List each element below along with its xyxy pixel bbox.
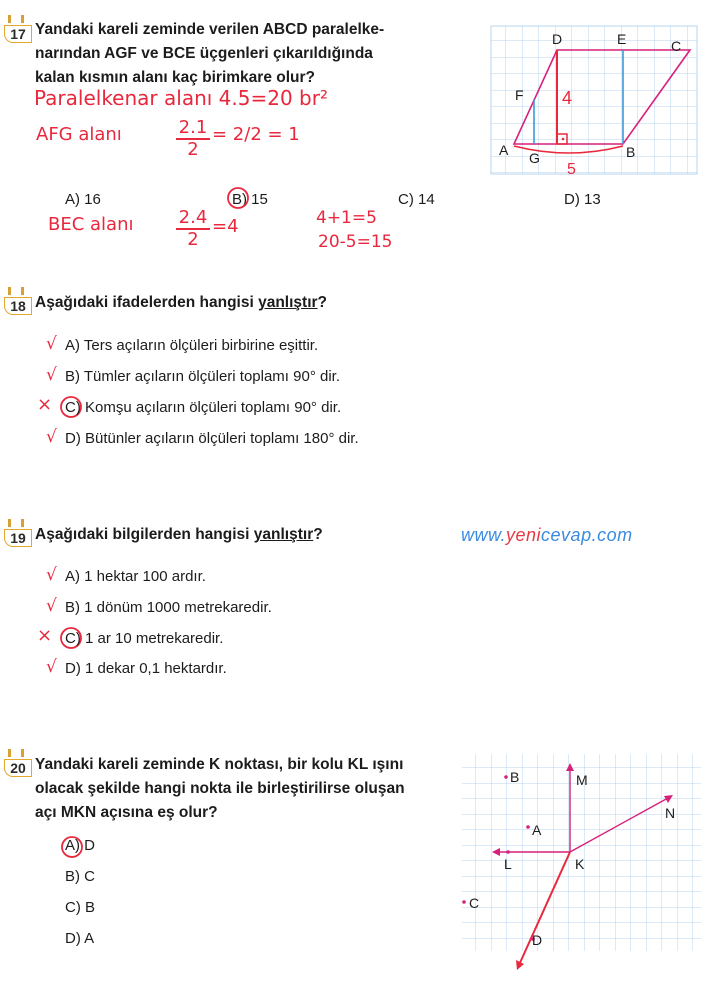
label-m: M: [576, 772, 588, 788]
label-b: B: [510, 769, 520, 785]
option-a[interactable]: A) 1 hektar 100 ardır.: [65, 568, 206, 585]
check-mark: √: [46, 365, 57, 385]
handwritten-note: 4+1=5: [316, 208, 377, 228]
question-number: 17: [4, 25, 32, 43]
question-number: 20: [4, 759, 32, 777]
option-a[interactable]: A) Ters açıların ölçüleri birbirine eşittir.: [65, 337, 319, 354]
handwritten-fraction: 2.1 2: [176, 118, 210, 160]
question-text: [35, 18, 425, 90]
option-c[interactable]: C) B: [65, 899, 95, 916]
option-d[interactable]: D) 13: [564, 191, 601, 208]
label-k: K: [575, 856, 585, 872]
label-c: C: [671, 38, 682, 54]
handwritten-fraction: 2.4 2: [176, 208, 210, 250]
handwritten-note: =4: [212, 216, 239, 237]
label-b: B: [626, 144, 636, 160]
question-text: Aşağıdaki bilgilerden hangisi yanlıştır?: [35, 526, 323, 543]
handwritten-note: AFG alanı: [36, 124, 122, 145]
selected-answer-circle: [225, 185, 251, 211]
option-d[interactable]: D) A: [65, 930, 95, 947]
option-a[interactable]: A) 16: [65, 191, 101, 208]
label-c: C: [469, 895, 480, 911]
question-line: kalan kısmın alanı kaç birimkare olur?: [35, 69, 315, 86]
parallelogram-figure: [489, 24, 701, 176]
question-line: açı MKN açısına eş olur?: [35, 804, 218, 821]
label-l: L: [504, 856, 512, 872]
question-number-badge: [2, 293, 32, 315]
question-line: Yandaki kareli zeminde K noktası, bir kolu KL ışını: [35, 756, 404, 773]
question-line: Yandaki kareli zeminde verilen ABCD paralelke-: [35, 21, 385, 38]
angle-figure: [460, 752, 701, 972]
check-mark: √: [46, 565, 57, 585]
question-number-badge: [2, 755, 32, 777]
check-mark: √: [46, 657, 57, 677]
check-mark: √: [46, 427, 57, 447]
label-d: D: [532, 932, 543, 948]
label-a: A: [499, 142, 509, 158]
handwritten-note: BEC alanı: [48, 214, 134, 235]
label-f: F: [515, 87, 524, 103]
cross-mark: ×: [37, 625, 53, 646]
question-number: 18: [4, 297, 32, 315]
hand-base-label: 5: [567, 161, 576, 176]
option-b[interactable]: B) 15: [232, 191, 268, 208]
watermark: www.yenicevap.com: [461, 525, 633, 545]
question-line: olacak şekilde hangi nokta ile birleştirilirse oluşan: [35, 780, 405, 797]
option-b[interactable]: B) 1 dönüm 1000 metrekaredir.: [65, 599, 272, 616]
question-text: Aşağıdaki ifadelerden hangisi yanlıştır?: [35, 294, 328, 311]
question-number-badge: [2, 21, 32, 43]
cross-mark: ×: [37, 394, 53, 415]
check-mark: √: [46, 334, 57, 354]
question-text: [35, 753, 445, 825]
handwritten-note: = 2/2 = 1: [212, 124, 300, 145]
option-a[interactable]: A) D: [65, 837, 95, 854]
option-c[interactable]: C) Komşu açıların ölçüleri toplamı 90° dir.: [65, 399, 342, 416]
option-d[interactable]: D) 1 dekar 0,1 hektardır.: [65, 660, 227, 677]
option-b[interactable]: B) Tümler açıların ölçüleri toplamı 90° dir.: [65, 368, 340, 385]
label-n: N: [665, 805, 676, 821]
option-c[interactable]: C) 14: [398, 191, 435, 208]
label-a: A: [532, 822, 542, 838]
question-line: narından AGF ve BCE üçgenleri çıkarıldığında: [35, 45, 373, 62]
label-e: E: [617, 31, 627, 47]
handwritten-note: 20-5=15: [318, 232, 393, 252]
label-d: D: [552, 31, 563, 47]
option-b[interactable]: B) C: [65, 868, 95, 885]
check-mark: √: [46, 596, 57, 616]
question-number-badge: [2, 525, 32, 547]
handwritten-note: Paralelkenar alanı 4.5=20 br²: [34, 86, 328, 110]
option-d[interactable]: D) Bütünler açıların ölçüleri toplamı 180° dir.: [65, 430, 359, 447]
option-c[interactable]: C) 1 ar 10 metrekaredir.: [65, 630, 224, 647]
hand-height-label: 4: [562, 88, 573, 108]
question-number: 19: [4, 529, 32, 547]
label-g: G: [529, 150, 540, 166]
